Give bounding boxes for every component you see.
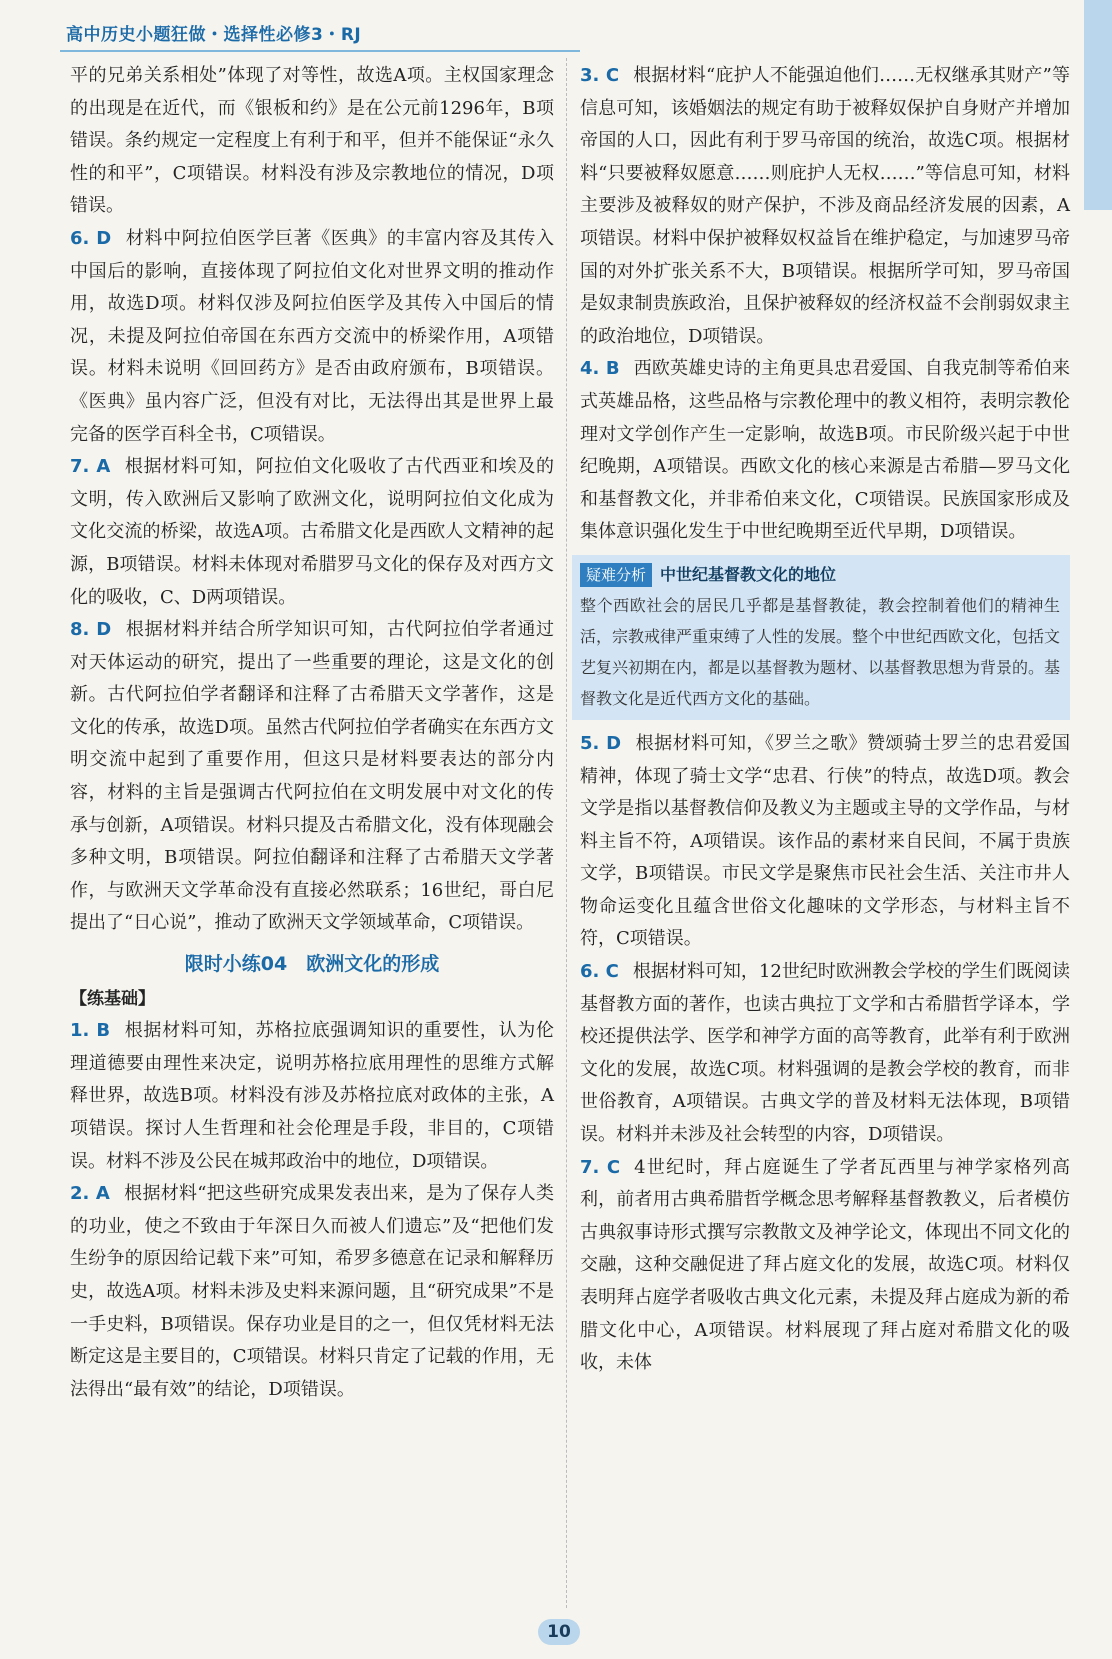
subsection-heading: 【练基础】 bbox=[70, 988, 155, 1009]
answer-item bbox=[70, 614, 554, 940]
answer-text: 根据材料可知，《罗兰之歌》赞颂骑士罗兰的忠君爱国精神，体现了骑士文学“忠君、行侠”的特点，故选D项。教会文学是指以基督教信仰及教义为主题或主导的文学作品，与材料主旨不符，A项错误。该作品的素材来自民间，不属于贵族文学，B项错误。市民文学是聚焦市民社会生活、关注市井人物命运变化且蕴含世俗文化趣味的文学形态，与材料主旨不符，C项错误。 bbox=[580, 732, 1071, 950]
answer-label: 7. A bbox=[70, 456, 111, 478]
answer-label: 3. C bbox=[580, 65, 620, 86]
answer-label: 5. D bbox=[580, 732, 622, 754]
answer-text: 根据材料可知，苏格拉底强调知识的重要性，认为伦理道德要由理性来决定，说明苏格拉底用理性的思维方式解释世界，故选B项。材料没有涉及苏格拉底对政体的主张，A项错误。探讨人生哲理和社会伦理是手段，非目的，C项错误。材料不涉及公民在城邦政治中的地位，D项错误。 bbox=[70, 1020, 554, 1172]
answer-item bbox=[580, 728, 1070, 956]
answer-text: 根据材料并结合所学知识可知，古代阿拉伯学者通过对天体运动的研究，提出了一些重要的理论，这是文化的创新。古代阿拉伯学者翻译和注释了古希腊天文学著作，这是文化的传承，故选D项。虽然古代阿拉伯学者确实在东西方文明交流中起到了重要作用，但这只是材料要表达的部分内容，材料的主旨是强调古代阿拉伯在文明发展中对文化的传承与创新，A项错误。材料只提及古希腊文化，没有体现融会多种文明，B项错误。阿拉伯翻译和注释了古希腊天文学著作，与欧洲天文学革命没有直接必然联系；16世纪，哥白尼提出了“日心说”，推动了欧洲天文学领域革命，C项错误。 bbox=[70, 619, 554, 934]
left-column bbox=[70, 60, 554, 1406]
answer-label: 4. B bbox=[580, 358, 620, 380]
column-divider bbox=[566, 58, 567, 1608]
answer-label: 6. D bbox=[70, 227, 112, 249]
answer-text: 材料中阿拉伯医学巨著《医典》的丰富内容及其传入中国后的影响，直接体现了阿拉伯文化对世界文明的推动作用，故选D项。材料仅涉及阿拉伯医学及其传入中国后的情况，未提及阿拉伯帝国在东西方交流中的桥梁作用，A项错误。材料未说明《回回药方》是否由政府颁布，B项错误。《医典》虽内容广泛，但没有对比，无法得出其是世界上最完备的医学百科全书，C项错误。 bbox=[70, 227, 554, 445]
section-title: 限时小练04 欧洲文化的形成 bbox=[184, 953, 440, 976]
header-rule bbox=[60, 50, 580, 52]
answer-item bbox=[70, 1015, 554, 1178]
answer-label: 2. A bbox=[70, 1183, 110, 1205]
answer-label: 1. B bbox=[70, 1020, 111, 1042]
answer-item bbox=[580, 60, 1070, 353]
page-header: 高中历史小题狂做・选择性必修3・RJ bbox=[66, 25, 362, 45]
analysis-note-box bbox=[572, 555, 1070, 720]
answer-item bbox=[580, 956, 1070, 1152]
answer-text: 4世纪时，拜占庭诞生了学者瓦西里与神学家格列高利，前者用古典希腊哲学概念思考解释基督教教义，后者模仿古典叙事诗形式撰写宗教散文及神学论文，体现出不同文化的交融，这种交融促进了拜占庭文化的发展，故选C项。材料仅表明拜占庭学者吸收古典文化元素，未提及拜占庭成为新的希腊文化中心，A项错误。材料展现了拜占庭对希腊文化的吸收，未体 bbox=[580, 1156, 1071, 1374]
note-tag: 疑难分析 bbox=[580, 563, 652, 587]
answer-item bbox=[580, 1152, 1070, 1380]
answer-item bbox=[70, 223, 554, 451]
answer-label: 8. D bbox=[70, 619, 112, 641]
answer-text: 根据材料“庇护人不能强迫他们……无权继承其财产”等信息可知，该婚姻法的规定有助于被释奴保护自身财产并增加帝国的人口，因此有利于罗马帝国的统治，故选C项。根据材料“只要被释奴愿意……则庇护人无权……”等信息可知，材料主要涉及被释奴的财产保护，不涉及商品经济发展的因素，A项错误。材料中保护被释奴权益旨在维护稳定，与加速罗马帝国的对外扩张关系不大，B项错误。根据所学可知，罗马帝国是奴隶制贵族政治，且保护被释奴的经济权益不会削弱奴隶主的政治地位，D项错误。 bbox=[580, 65, 1070, 347]
page-corner-tab bbox=[1084, 0, 1112, 210]
answer-label: 7. C bbox=[580, 1156, 621, 1178]
answer-text: 根据材料可知，阿拉伯文化吸收了古代西亚和埃及的文明，传入欧洲后又影响了欧洲文化，说明阿拉伯文化成为文化交流的桥梁，故选A项。古希腊文化是西欧人文精神的起源，B项错误。材料未体现对希腊罗马文化的保存及对西方文化的吸收，C、D两项错误。 bbox=[70, 456, 555, 608]
continued-paragraph: 平的兄弟关系相处”体现了对等性，故选A项。主权国家理念的出现是在近代，而《银板和约》是在公元前1296年，B项错误。条约规定一定程度上有利于和平，但并不能保证“永久性的和平”，C项错误。材料没有涉及宗教地位的情况，D项错误。 bbox=[70, 65, 554, 217]
answer-item bbox=[580, 353, 1070, 549]
answer-item bbox=[70, 1178, 554, 1406]
page-number: 10 bbox=[538, 1619, 580, 1645]
note-heading bbox=[580, 559, 1060, 590]
answer-text: 西欧英雄史诗的主角更具忠君爱国、自我克制等希伯来式英雄品格，这些品格与宗教伦理中的教义相符，表明宗教伦理对文学创作产生一定影响，故选B项。市民阶级兴起于中世纪晚期，A项错误。西欧文化的核心来源是古希腊—罗马文化和基督教文化，并非希伯来文化，C项错误。民族国家形成及集体意识强化发生于中世纪晚期至近代早期，D项错误。 bbox=[580, 358, 1070, 543]
right-column bbox=[580, 60, 1070, 1380]
answer-label: 6. C bbox=[580, 961, 619, 983]
answer-text: 根据材料“把这些研究成果发表出来，是为了保存人类的功业，使之不致由于年深日久而被人们遗忘”及“把他们发生纷争的原因给记载下来”可知，希罗多德意在记录和解释历史，故选A项。材料未涉及史料来源问题，且“研究成果”不是一手史料，B项错误。保存功业是目的之一，但仅凭材料无法断定这是主要目的，C项错误。材料只肯定了记载的作用，无法得出“最有效”的结论，D项错误。 bbox=[70, 1183, 555, 1400]
answer-text: 根据材料可知，12世纪时欧洲教会学校的学生们既阅读基督教方面的著作，也读古典拉丁文学和古希腊哲学译本，学校还提供法学、医学和神学方面的高等教育，此举有利于欧洲文化的发展，故选C项。材料强调的是教会学校的教育，而非世俗教育，A项错误。古典文学的普及材料无法体现，B项错误。材料并未涉及社会转型的内容，D项错误。 bbox=[580, 961, 1071, 1146]
answer-item bbox=[70, 451, 554, 614]
note-title: 中世纪基督教文化的地位 bbox=[660, 564, 837, 584]
note-body: 整个西欧社会的居民几乎都是基督教徒，教会控制着他们的精神生活，宗教戒律严重束缚了人性的发展。整个中世纪西欧文化，包括文艺复兴初期在内，都是以基督教为题材、以基督教思想为背景的。基督教文化是近代西方文化的基础。 bbox=[580, 595, 1061, 708]
